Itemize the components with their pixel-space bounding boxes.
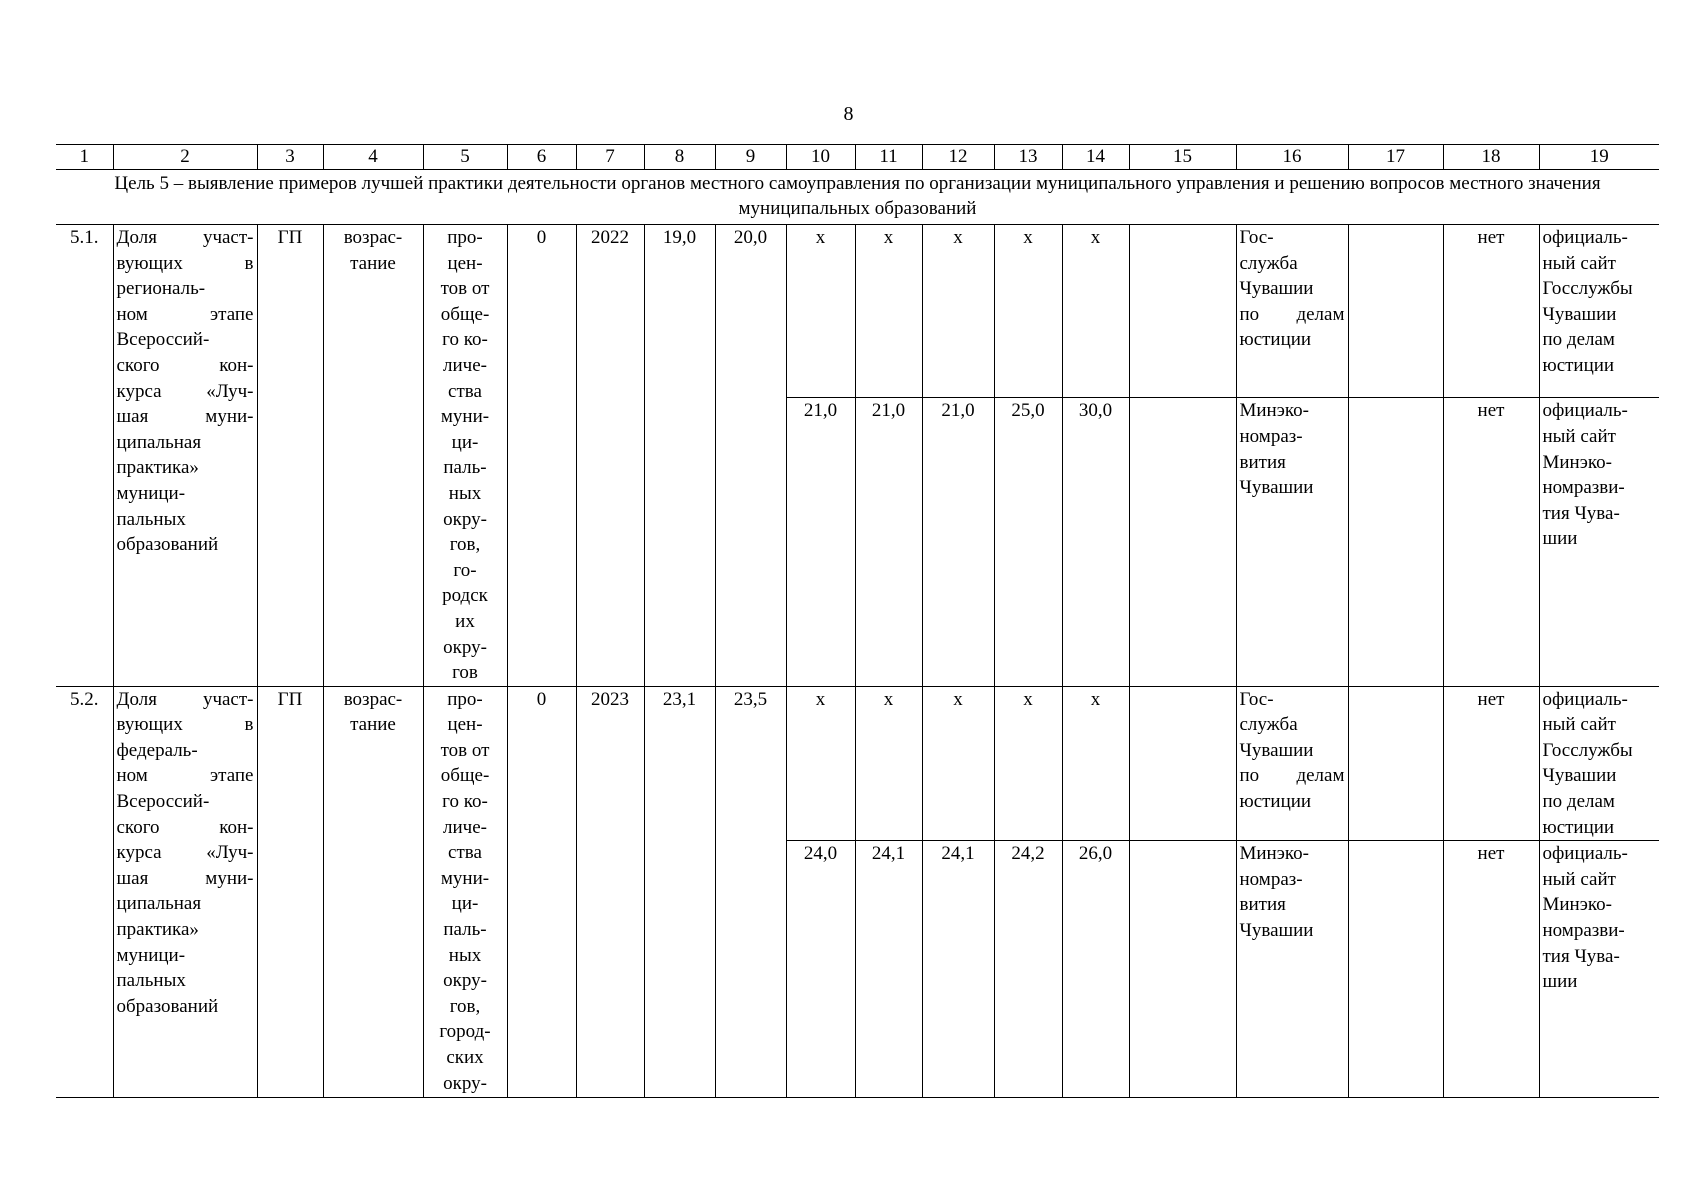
unit-of-measure: про- цен- тов от обще- го ко- личе- ства муни- ци- паль- ных окру- гов, го- родск их окру- гов [423, 225, 507, 687]
cell-col12: 21,0 [922, 398, 994, 686]
cell-col12: x [922, 225, 994, 398]
cell-col7: 2022 [576, 225, 644, 687]
goal-text: Цель 5 – выявление примеров лучшей практики деятельности органов местного самоуправления по организации муниципального управления и решению вопросов местного значения муниципальных образований [56, 170, 1659, 225]
header-cell: 7 [576, 145, 644, 170]
cell-col10: x [786, 225, 855, 398]
header-cell: 17 [1348, 145, 1443, 170]
cell-col17 [1348, 225, 1443, 398]
cell-col17 [1348, 398, 1443, 686]
header-cell: 6 [507, 145, 576, 170]
goal-row [56, 170, 1659, 225]
cell-col17 [1348, 686, 1443, 841]
header-cell: 4 [323, 145, 423, 170]
responsible-agency: Гос- служба Чувашии по делам юстиции [1236, 225, 1348, 398]
row-number: 5.2. [56, 686, 113, 1098]
header-cell: 1 [56, 145, 113, 170]
indicator-name: Доля участ- вующих в региональ- ном этапе Всероссий- ского кон- курса «Луч- шая муни- ципальная практика» муници- пальных образований [113, 225, 257, 687]
header-cell: 10 [786, 145, 855, 170]
cell-col13: x [994, 686, 1062, 841]
cell-col14: x [1062, 686, 1129, 841]
data-source: официаль- ный сайт Минэко- номразви- тия Чува- шии [1539, 841, 1659, 1098]
cell-col13: x [994, 225, 1062, 398]
header-cell: 12 [922, 145, 994, 170]
header-cell: 11 [855, 145, 922, 170]
header-cell: 2 [113, 145, 257, 170]
cell-col14: 30,0 [1062, 398, 1129, 686]
trend-direction: возрас- тание [323, 686, 423, 1098]
header-cell: 8 [644, 145, 715, 170]
row-number: 5.1. [56, 225, 113, 687]
program-code: ГП [257, 686, 323, 1098]
header-cell: 3 [257, 145, 323, 170]
data-source: официаль- ный сайт Госслужбы Чувашии по делам юстиции [1539, 686, 1659, 841]
cell-col10: 24,0 [786, 841, 855, 1098]
cell-col10: x [786, 686, 855, 841]
cell-col15 [1129, 686, 1236, 841]
header-cell: 15 [1129, 145, 1236, 170]
cell-col11: 21,0 [855, 398, 922, 686]
cell-col14: 26,0 [1062, 841, 1129, 1098]
unit-of-measure: про- цен- тов от обще- го ко- личе- ства муни- ци- паль- ных окру- гов, город- ских окру- [423, 686, 507, 1098]
header-cell: 13 [994, 145, 1062, 170]
header-row [56, 145, 1659, 170]
trend-direction: возрас- тание [323, 225, 423, 687]
cell-col9: 23,5 [715, 686, 786, 1098]
header-cell: 16 [1236, 145, 1348, 170]
cell-col15 [1129, 841, 1236, 1098]
header-cell: 5 [423, 145, 507, 170]
header-cell: 19 [1539, 145, 1659, 170]
data-source: официаль- ный сайт Минэко- номразви- тия Чува- шии [1539, 398, 1659, 686]
indicator-name: Доля участ- вующих в федераль- ном этапе Всероссий- ского кон- курса «Луч- шая муни- ципальная практика» муници- пальных образований [113, 686, 257, 1098]
cell-col15 [1129, 225, 1236, 398]
page-number: 8 [843, 103, 854, 125]
responsible-agency: Минэко- номраз- вития Чувашии [1236, 398, 1348, 686]
cell-col6: 0 [507, 686, 576, 1098]
cell-col8: 19,0 [644, 225, 715, 687]
cell-col18: нет [1443, 686, 1539, 841]
cell-col18: нет [1443, 398, 1539, 686]
cell-col14: x [1062, 225, 1129, 398]
cell-col17 [1348, 841, 1443, 1098]
cell-col9: 20,0 [715, 225, 786, 687]
cell-col18: нет [1443, 225, 1539, 398]
header-cell: 18 [1443, 145, 1539, 170]
header-cell: 9 [715, 145, 786, 170]
cell-col6: 0 [507, 225, 576, 687]
cell-col11: 24,1 [855, 841, 922, 1098]
cell-col13: 24,2 [994, 841, 1062, 1098]
indicators-table [56, 144, 1659, 1098]
data-source: официаль- ный сайт Госслужбы Чувашии по делам юстиции [1539, 225, 1659, 398]
table-row [56, 686, 1659, 841]
cell-col13: 25,0 [994, 398, 1062, 686]
cell-col8: 23,1 [644, 686, 715, 1098]
cell-col11: x [855, 686, 922, 841]
table-row [56, 225, 1659, 398]
cell-col12: x [922, 686, 994, 841]
cell-col15 [1129, 398, 1236, 686]
cell-col11: x [855, 225, 922, 398]
cell-col10: 21,0 [786, 398, 855, 686]
program-code: ГП [257, 225, 323, 687]
cell-col7: 2023 [576, 686, 644, 1098]
cell-col18: нет [1443, 841, 1539, 1098]
responsible-agency: Минэко- номраз- вития Чувашии [1236, 841, 1348, 1098]
responsible-agency: Гос- служба Чувашии по делам юстиции [1236, 686, 1348, 841]
cell-col12: 24,1 [922, 841, 994, 1098]
header-cell: 14 [1062, 145, 1129, 170]
